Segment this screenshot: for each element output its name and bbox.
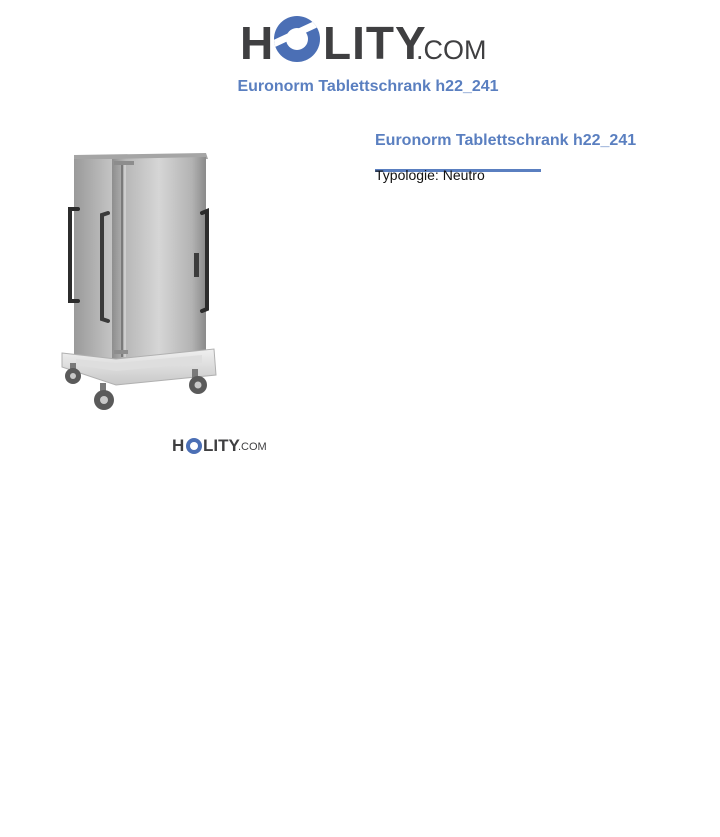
logo-letters-lity: LITY: [323, 17, 427, 69]
logo-letter-h: H: [240, 17, 274, 69]
watermark-o-icon: [185, 436, 203, 456]
product-typology: [375, 167, 485, 183]
watermark-letters-lity: LITY: [203, 436, 240, 455]
logo-com: .COM: [416, 35, 487, 65]
holity-watermark-logo: [172, 436, 267, 459]
euronorm-cabinet-image[interactable]: [56, 145, 226, 417]
typology-label: Typologie:: [375, 167, 439, 183]
watermark-com: .COM: [238, 441, 267, 453]
typology-value: Neutro: [442, 167, 485, 183]
product-title: Euronorm Tablettschrank h22_241: [375, 132, 637, 149]
page-title: Euronorm Tablettschrank h22_241: [237, 78, 499, 95]
holity-logo[interactable]: [240, 12, 487, 69]
watermark-letter-h: H: [172, 436, 185, 455]
logo-o-icon: [273, 12, 323, 68]
